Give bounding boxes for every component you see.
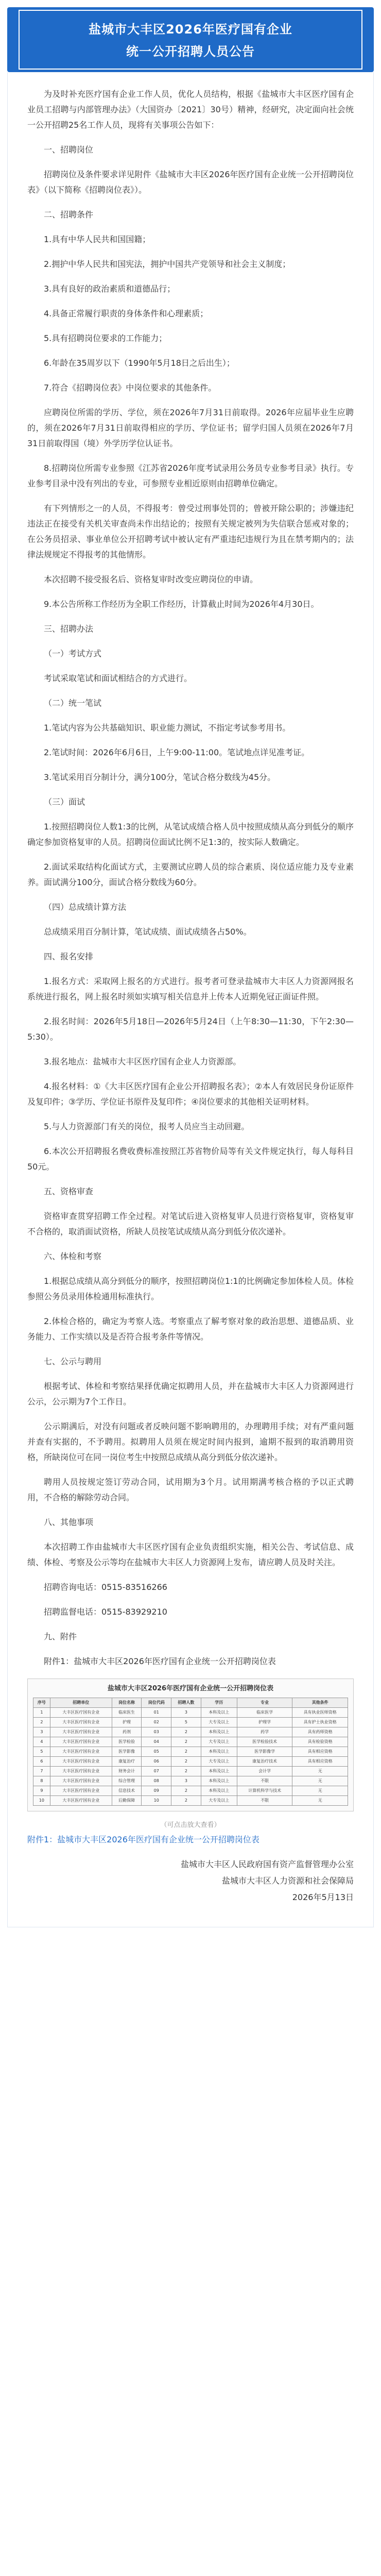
paragraph: （三）面试 — [44, 797, 85, 807]
paragraph: 招聘咨询电话：0515-83516266 — [44, 1582, 167, 1592]
paragraph: 6.本次公开招聘报名费收费标准按照江苏省物价局等有关文件规定执行，每人每科目50元。 — [27, 1146, 354, 1172]
paragraph: 1.按照招聘岗位人数1:3的比例，从笔试成绩合格人员中按照成绩从高分到低分的顺序确定参加资格复审的人员。招聘岗位面试比例不足1:3的，按实际人数确定。 — [27, 822, 354, 847]
paragraph: 8.招聘岗位所需专业参照《江苏省2026年度考试录用公务员专业参考目录》执行。专业参考目录中没有列出的专业，可参照专业相近原则由招聘单位确定。 — [27, 463, 354, 488]
paragraph: 本次招聘不接受报名后、资格复审时改变应聘岗位的申请。 — [44, 574, 258, 584]
table-cell: 具有护士执业资格 — [292, 1718, 348, 1727]
paragraph: 4.具备正常履行职责的身体条件和心理素质； — [44, 309, 209, 318]
paragraph: 二、招聘条件 — [44, 210, 94, 219]
table-cell: 具有相应资格 — [292, 1747, 348, 1757]
table-cell: 大专及以上 — [201, 1757, 237, 1767]
table-row — [33, 1767, 348, 1776]
paragraph: 根据考试、体检和考察结果择优确定拟聘用人员，并在盐城市大丰区人力资源网进行公示，公示期为7个工作日。 — [27, 1381, 354, 1406]
table-cell: 后勤保障 — [112, 1796, 142, 1806]
title-frame — [19, 10, 362, 70]
table-row — [33, 1747, 348, 1757]
table-cell: 康复治疗 — [112, 1757, 142, 1767]
table-cell: 信息技术 — [112, 1786, 142, 1796]
table-cell: 2 — [171, 1767, 201, 1776]
table-cell: 04 — [142, 1737, 171, 1747]
table-header-cell: 学历 — [201, 1698, 237, 1708]
table-row — [33, 1737, 348, 1747]
table-cell: 具有相应资格 — [292, 1757, 348, 1767]
paragraph: 聘用人员按规定签订劳动合同，试用期为3个月。试用期满考核合格的予以正式聘用，不合格的解除劳动合同。 — [27, 1477, 354, 1502]
table-cell: 计算机科学与技术 — [237, 1786, 292, 1796]
table-cell: 药学 — [237, 1727, 292, 1737]
table-cell: 05 — [142, 1747, 171, 1757]
paragraph: 6.年龄在35周岁以下（1990年5月18日之后出生）； — [44, 358, 235, 368]
table-cell: 临床医学 — [237, 1708, 292, 1718]
table-cell: 大丰区医疗国有企业 — [50, 1796, 112, 1806]
paragraph: 有下列情形之一的人员，不得报考：曾受过刑事处罚的；曾被开除公职的；涉嫌违纪违法正在接受有关机关审查尚未作出结论的；按照有关规定被列为失信联合惩戒对象的；在公务员招录、事业单位公开招聘考试中被认定有严重违纪违规行为且在禁考期内的；法律法规规定不得报考的其他情形。 — [27, 503, 354, 560]
paragraph: 3.具有良好的政治素质和道德品行； — [44, 284, 176, 294]
table-row — [33, 1796, 348, 1806]
paragraph: 7.符合《招聘岗位表》中岗位要求的其他条件。 — [44, 383, 217, 393]
table-cell: 6 — [33, 1757, 50, 1767]
paragraph: 九、附件 — [44, 1632, 77, 1641]
paragraph: 六、体检和考察 — [44, 1251, 102, 1261]
table-cell: 2 — [171, 1747, 201, 1757]
table-cell: 护理 — [112, 1718, 142, 1727]
paragraph: 本次招聘工作由盐城市大丰区医疗国有企业负责组织实施，相关公告、考试信息、成绩、体检、考察及公示等均在盐城市大丰区人力资源网上发布，请应聘人员及时关注。 — [27, 1542, 354, 1567]
table-cell: 2 — [171, 1737, 201, 1747]
table-caption: （可点击放大查看） — [160, 1821, 221, 1829]
table-cell: 医学检验 — [112, 1737, 142, 1747]
table-cell: 不限 — [237, 1776, 292, 1786]
paragraph: 附件1：盐城市大丰区2026年医疗国有企业统一公开招聘岗位表 — [44, 1656, 276, 1666]
table-cell: 临床医生 — [112, 1708, 142, 1718]
table-row — [33, 1718, 348, 1727]
paragraph: 1.根据总成绩从高分到低分的顺序，按照招聘岗位1:1的比例确定参加体检人员。体检参照公务员录用体检通用标准执行。 — [27, 1276, 354, 1301]
title-line-1: 盐城市大丰区2026年医疗国有企业 — [89, 22, 292, 37]
table-cell: 8 — [33, 1776, 50, 1786]
table-cell: 大专及以上 — [201, 1796, 237, 1806]
paragraph: 考试采取笔试和面试相结合的方式进行。 — [44, 673, 193, 683]
paragraph-group — [27, 87, 354, 1669]
table-cell: 9 — [33, 1786, 50, 1796]
table-cell: 大丰区医疗国有企业 — [50, 1727, 112, 1737]
table-cell: 06 — [142, 1757, 171, 1767]
table-cell: 大专及以上 — [201, 1718, 237, 1727]
table-cell: 01 — [142, 1708, 171, 1718]
paragraph: 公示期满后，对没有问题或者反映问题不影响聘用的，办理聘用手续；对有严重问题并查有实据的，不予聘用。拟聘用人员须在规定时间内报到，逾期不报到的取消聘用资格，所缺岗位可在同一岗位考生中按照总成绩从高分到低分依次递补。 — [27, 1421, 354, 1462]
table-cell: 2 — [171, 1796, 201, 1806]
paragraph: 3.报名地点：盐城市大丰区医疗国有企业人力资源部。 — [44, 1057, 241, 1066]
paragraph: 七、公示与聘用 — [44, 1357, 102, 1366]
paragraph: 3.笔试采用百分制计分，满分100分，笔试合格分数线为45分。 — [44, 772, 276, 782]
table-cell: 本科及以上 — [201, 1708, 237, 1718]
table-cell: 本科及以上 — [201, 1767, 237, 1776]
article-page — [0, 7, 381, 2576]
table-cell: 大丰区医疗国有企业 — [50, 1747, 112, 1757]
table-row — [33, 1786, 348, 1796]
table-cell: 综合管理 — [112, 1776, 142, 1786]
table-cell: 大丰区医疗国有企业 — [50, 1708, 112, 1718]
paragraph: 2.体检合格的，确定为考察人选。考察重点了解考察对象的政治思想、道德品质、业务能力、工作实绩以及是否符合报考条件等情况。 — [27, 1316, 354, 1342]
table-row — [33, 1776, 348, 1786]
table-header-cell: 其他条件 — [292, 1698, 348, 1708]
paragraph: 招聘监督电话：0515-83929210 — [44, 1607, 167, 1617]
paragraph: 5.与人力资源部门有关的岗位，报考人员应当主动回避。 — [44, 1122, 250, 1131]
table-cell: 5 — [171, 1718, 201, 1727]
paragraph: 9.本公告所称工作经历为全职工作经历，计算截止时间为2026年4月30日。 — [44, 599, 319, 609]
table-cell: 07 — [142, 1767, 171, 1776]
paragraph: 2.面试采取结构化面试方式，主要测试应聘人员的综合素质、岗位适应能力及专业素养。面试满分100分，面试合格分数线为60分。 — [27, 862, 354, 887]
table-cell: 本科及以上 — [201, 1747, 237, 1757]
table-header-cell: 专业 — [237, 1698, 292, 1708]
paragraph: （一）考试方式 — [44, 649, 102, 658]
table-cell: 大丰区医疗国有企业 — [50, 1718, 112, 1727]
table-cell: 无 — [292, 1786, 348, 1796]
table-cell: 7 — [33, 1767, 50, 1776]
footer-org-1: 盐城市大丰区人民政府国有资产监督管理办公室 — [180, 1859, 354, 1869]
table-cell: 本科及以上 — [201, 1786, 237, 1796]
table-cell: 03 — [142, 1727, 171, 1737]
position-table-image[interactable] — [27, 1679, 354, 1811]
paragraph: 为及时补充医疗国有企业工作人员，优化人员结构，根据《盐城市大丰区医疗国有企业员工招聘与内部管理办法》（大国资办〔2021〕30号）精神，经研究，决定面向社会统一公开招聘25名工作人员，现将有关事项公告如下： — [27, 89, 354, 130]
table-cell: 医学影像 — [112, 1747, 142, 1757]
footer-date: 2026年5月13日 — [292, 1892, 354, 1902]
paragraph: 总成绩采用百分制计算，笔试成绩、面试成绩各占50%。 — [44, 927, 252, 937]
paragraph: 一、招聘岗位 — [44, 145, 94, 155]
table-cell: 08 — [142, 1776, 171, 1786]
table-cell: 10 — [142, 1796, 171, 1806]
table-cell: 医学检验技术 — [237, 1737, 292, 1747]
table-cell: 2 — [171, 1727, 201, 1737]
paragraph: 1.具有中华人民共和国国籍； — [44, 234, 151, 244]
table-cell: 2 — [171, 1757, 201, 1767]
table-cell: 大丰区医疗国有企业 — [50, 1776, 112, 1786]
table-header-cell: 招聘单位 — [50, 1698, 112, 1708]
table-cell: 无 — [292, 1776, 348, 1786]
table-cell: 大丰区医疗国有企业 — [50, 1737, 112, 1747]
title-line-2: 统一公开招聘人员公告 — [126, 44, 255, 59]
table-row — [33, 1708, 348, 1718]
paragraph: 1.笔试内容为公共基础知识、职业能力测试，不指定考试参考用书。 — [44, 723, 291, 733]
table-cell: 3 — [33, 1727, 50, 1737]
table-cell: 3 — [171, 1776, 201, 1786]
table-row — [33, 1727, 348, 1737]
table-cell: 本科及以上 — [201, 1776, 237, 1786]
paragraph: 八、其他事项 — [44, 1517, 94, 1527]
table-header-cell: 岗位名称 — [112, 1698, 142, 1708]
table-cell: 09 — [142, 1786, 171, 1796]
paragraph: 四、报名安排 — [44, 952, 94, 961]
table-cell: 3 — [171, 1708, 201, 1718]
table-cell: 无 — [292, 1796, 348, 1806]
footer-org-2: 盐城市大丰区人力资源和社会保障局 — [221, 1876, 354, 1886]
paragraph: 三、招聘办法 — [44, 624, 94, 634]
paragraph: 2.笔试时间：2026年6月6日，上午9:00-11:00。笔试地点详见准考证。 — [44, 748, 310, 757]
table-cell: 会计学 — [237, 1767, 292, 1776]
table-cell: 10 — [33, 1796, 50, 1806]
table-cell: 护理学 — [237, 1718, 292, 1727]
table-title: 盐城市大丰区2026年医疗国有企业统一公开招聘岗位表 — [107, 1685, 274, 1692]
table-cell: 具有检验资格 — [292, 1737, 348, 1747]
paragraph: 五、资格审查 — [44, 1187, 94, 1196]
paragraph: 招聘岗位及条件要求详见附件《盐城市大丰区2026年医疗国有企业统一公开招聘岗位表》（以下简称《招聘岗位表》）。 — [27, 170, 354, 195]
table-cell: 5 — [33, 1747, 50, 1757]
table-header-cell: 招聘人数 — [171, 1698, 201, 1708]
paragraph: （二）统一笔试 — [44, 698, 102, 708]
table-cell: 大丰区医疗国有企业 — [50, 1786, 112, 1796]
article-body — [7, 72, 374, 1927]
table-row — [33, 1757, 348, 1767]
paragraph: 2.报名时间：2026年5月18日—2026年5月24日（上午8:30—11:30，下午2:30—5:30）。 — [27, 1016, 354, 1042]
table-cell: 不限 — [237, 1796, 292, 1806]
paragraph: 5.具有招聘岗位要求的工作能力； — [44, 333, 167, 343]
table-cell: 财务会计 — [112, 1767, 142, 1776]
table-cell: 大专及以上 — [201, 1737, 237, 1747]
table-cell: 02 — [142, 1718, 171, 1727]
table-cell: 无 — [292, 1767, 348, 1776]
table-cell: 2 — [171, 1786, 201, 1796]
paragraph: 1.报名方式：采取网上报名的方式进行。报考者可登录盐城市大丰区人力资源网报名系统进行报名，网上报名时须如实填写相关信息并上传本人近期免冠正面证件照。 — [27, 976, 354, 1002]
paragraph: 应聘岗位所需的学历、学位，须在2026年7月31日前取得。2026年应届毕业生应聘的，须在2026年7月31日前取得相应的学历、学位证书；留学归国人员须在2026年7月31日前取得国（境）外学历学位认证书。 — [27, 408, 354, 448]
table-cell: 药剂 — [112, 1727, 142, 1737]
table-cell: 医学影像学 — [237, 1747, 292, 1757]
paragraph: 2.拥护中华人民共和国宪法，拥护中国共产党领导和社会主义制度； — [44, 259, 291, 269]
table-cell: 4 — [33, 1737, 50, 1747]
table-cell: 大丰区医疗国有企业 — [50, 1767, 112, 1776]
paragraph: 4.报名材料：①《大丰区医疗国有企业公开招聘报名表》；②本人有效居民身份证原件及复印件；③学历、学位证书原件及复印件；④岗位要求的其他相关证明材料。 — [27, 1081, 354, 1107]
table-cell: 2 — [33, 1718, 50, 1727]
paragraph: （四）总成绩计算方法 — [44, 902, 127, 912]
table-cell: 大丰区医疗国有企业 — [50, 1757, 112, 1767]
title-banner — [7, 7, 374, 72]
table-cell: 康复治疗技术 — [237, 1757, 292, 1767]
position-table — [33, 1698, 348, 1806]
table-cell: 具有执业医师资格 — [292, 1708, 348, 1718]
table-header-cell: 岗位代码 — [142, 1698, 171, 1708]
paragraph: 资格审查贯穿招聘工作全过程。对笔试后进入资格复审人员进行资格复审，资格复审不合格的，取消面试资格，所缺人员按笔试成绩从高分到低分依次递补。 — [27, 1211, 354, 1236]
table-header-row — [33, 1698, 348, 1708]
attachment-link[interactable]: 附件1：盐城市大丰区2026年医疗国有企业统一公开招聘岗位表 — [27, 1835, 259, 1844]
table-cell: 本科及以上 — [201, 1727, 237, 1737]
table-cell: 具有药师资格 — [292, 1727, 348, 1737]
table-header-cell: 序号 — [33, 1698, 50, 1708]
table-cell: 1 — [33, 1708, 50, 1718]
